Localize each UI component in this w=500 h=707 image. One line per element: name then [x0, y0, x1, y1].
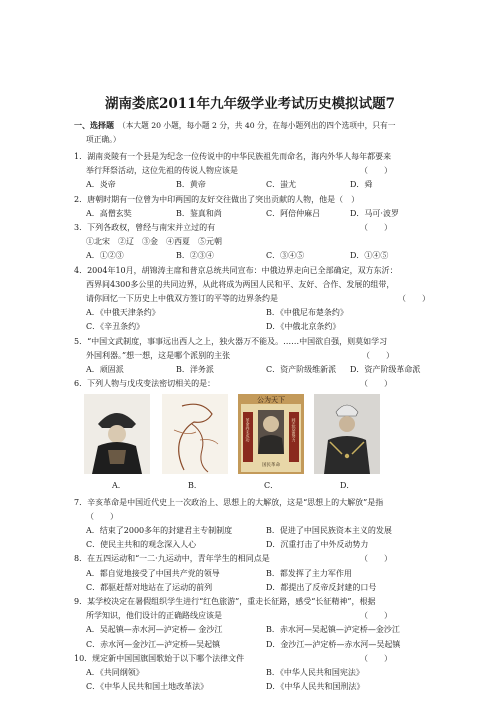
face-a	[108, 425, 126, 443]
option-8-a: A．都自觉地接受了中国共产党的领导	[86, 568, 220, 578]
option-3-d: D．①④⑤	[350, 251, 389, 261]
option-5-a: A．顽固派	[86, 365, 124, 374]
answer-bracket-4: （ ）	[398, 294, 430, 303]
suit-c	[258, 435, 284, 454]
option-7-c: C．使民主共和的观念深入人心	[86, 540, 197, 550]
question-3-line1: 3．下列各政权，曾经与南宋并立过的有	[74, 223, 216, 232]
face-c	[263, 416, 279, 432]
question-4-line3: 请你回忆一下历史上中俄双方签订的平等的边界条约是	[86, 294, 278, 303]
option-5-b: B．洋务派	[176, 365, 214, 374]
option-1-d: D．舜	[350, 180, 373, 190]
option-9-d: D．金沙江—泸定桥—赤水河—吴起镇	[266, 639, 401, 649]
answer-bracket-3: （ ）	[360, 223, 392, 232]
option-2-b: B．鉴真和尚	[176, 208, 222, 218]
option-7-a: A．结束了2000多年的封建君主专制制度	[86, 526, 233, 535]
question-4-line2: 西界间4300多公里的共同边界，从此将成为两国人民和平、友好、合作、发展的组带，	[86, 279, 395, 289]
option-8-d: D．都提出了反帝反封建的口号	[266, 582, 377, 592]
option-2-c: C．阿倍仲麻吕	[266, 208, 321, 218]
option-9-c: C．赤水河—金沙江—泸定桥—吴起镇	[86, 639, 221, 649]
poster-banner-left-text: 革命尚未成功	[245, 418, 251, 443]
section-instructions-line1: （本大题 20 小题，每小题 2 分，共 40 分，在每小题列出的四个选项中，只有一	[118, 121, 396, 130]
portrait-a-image	[84, 394, 150, 474]
question-2-line1: 2．唐朝时期有一位曾为中印两国的友好交往做出了突出贡献的人物，他是（ ）	[74, 194, 360, 204]
answer-bracket-10: （ ）	[360, 653, 392, 663]
option-10-b: B．《中华人民共和国宪法》	[266, 668, 364, 677]
answer-bracket-6: （ ）	[360, 379, 392, 389]
answer-bracket-5: （ ）	[362, 350, 394, 360]
question-8-line1: 8．在五四运动和“一二·九运动中，青年学生的相同点是	[74, 554, 270, 564]
question-5-line1: 5．“中国文武制度，事事远出西人之上，独火器万不能及。……中国欲自强，则莫如学习	[74, 336, 388, 346]
option-1-c: C．蚩尤	[266, 180, 297, 190]
option-3-c: C．③④⑤	[266, 251, 305, 261]
option-6-a: A．	[112, 481, 126, 491]
sketch-b-image	[162, 394, 228, 474]
option-7-b: B．促进了中国民族资本主义的发展	[266, 526, 392, 535]
option-6-b: B．	[188, 481, 202, 491]
answer-bracket-1: （ ）	[360, 166, 392, 176]
poster-heading: 公为天下	[257, 396, 285, 405]
option-4-d: D．《中俄北京条约》	[266, 322, 341, 332]
section-heading: 一、选择题	[74, 120, 114, 130]
poster-banner-right-text: 同志仍需努力	[291, 418, 297, 443]
option-10-a: A．《共同纲领》	[86, 668, 144, 677]
question-6-line1: 6．下列人物与戊戌变法密切相关的是：	[74, 379, 216, 389]
poster-c-image	[238, 394, 304, 474]
option-8-c: C．都驱赶帮对地站在了运动的前列	[86, 582, 213, 592]
option-7-d: D．沉重打击了中外反动势力	[266, 540, 369, 550]
question-10-line1: 10．规定新中国国旗国歌始于以下哪个法律文件	[74, 653, 245, 663]
section-instructions-line2: 项正确。）	[86, 135, 121, 144]
medal-d	[345, 454, 349, 458]
option-5-c: C．资产阶级维新派	[266, 365, 337, 374]
poster-caption: 国民革命	[262, 463, 280, 469]
option-2-a: A．高僧玄奘	[86, 208, 132, 218]
option-6-c: C．	[264, 481, 279, 491]
page-title: 湖南娄底2011年九年级学业考试历史模拟试题7	[105, 96, 395, 112]
answer-bracket-8: （ ）	[360, 554, 392, 564]
question-1-line1: 1．湖南炎陵有一个县是为纪念一位传说中的中华民族祖先而命名，海内外华人每年都要来	[74, 152, 392, 161]
question-5-line2: 外国利器。”想一想，这是哪个派别的主张	[86, 350, 231, 360]
answer-bracket-9: （ ）	[360, 611, 392, 621]
question-9-line2: 所学知识，他们设计的正确路线应该是	[86, 611, 222, 621]
question-9-line1: 9．某学校决定在暑假组织学生进行“红色旅游”，重走长征路，感受“长征精神”，根据	[74, 597, 376, 606]
option-10-c: C．《中华人民共和国土地改革法》	[86, 682, 209, 692]
option-9-a: A．吴起镇—赤水河—泸定桥— 金沙江	[86, 625, 223, 635]
option-9-b: B．赤水河—吴起镇—泸定桥—金沙江	[266, 625, 400, 635]
question-3-line2: ①北宋 ②辽 ③金 ④西夏 ⑤元朝	[86, 237, 222, 247]
option-2-d: D．马可·波罗	[350, 208, 399, 218]
option-1-a: A．炎帝	[86, 180, 116, 190]
option-1-b: B．黄帝	[176, 180, 206, 190]
question-7-line1: 7．辛亥革命是中国近代史上一次政治上、思想上的大解放，这是“思想上的大解放”是指	[74, 497, 384, 507]
option-8-b: B．都发挥了主力军作用	[266, 568, 352, 578]
option-4-a: A．《中俄天津条约》	[86, 308, 160, 318]
option-3-b: B．②③④	[176, 251, 214, 261]
option-4-b: B．《中俄尼布楚条约》	[266, 308, 348, 318]
portrait-d-image	[314, 394, 380, 474]
option-10-d: D．《中华人民共和国刑法》	[266, 682, 365, 692]
option-6-d: D．	[340, 481, 355, 491]
question-1-line2: 举行拜祭活动，这位先祖的传说人物应该是	[86, 166, 238, 176]
question-7-line2: （ ）	[86, 511, 118, 521]
robe-patch-a	[108, 450, 126, 464]
question-4-line1: 4．2004年10月，胡锦涛主席和普京总统共同宣布：中俄边界走向已全部确定，双方东沂：	[74, 265, 398, 275]
option-5-d: D．资产阶级革命派	[350, 365, 421, 374]
option-4-c: C．《辛丑条约》	[86, 322, 145, 332]
option-3-a: A．①②③	[86, 251, 124, 261]
face-d	[339, 416, 355, 432]
